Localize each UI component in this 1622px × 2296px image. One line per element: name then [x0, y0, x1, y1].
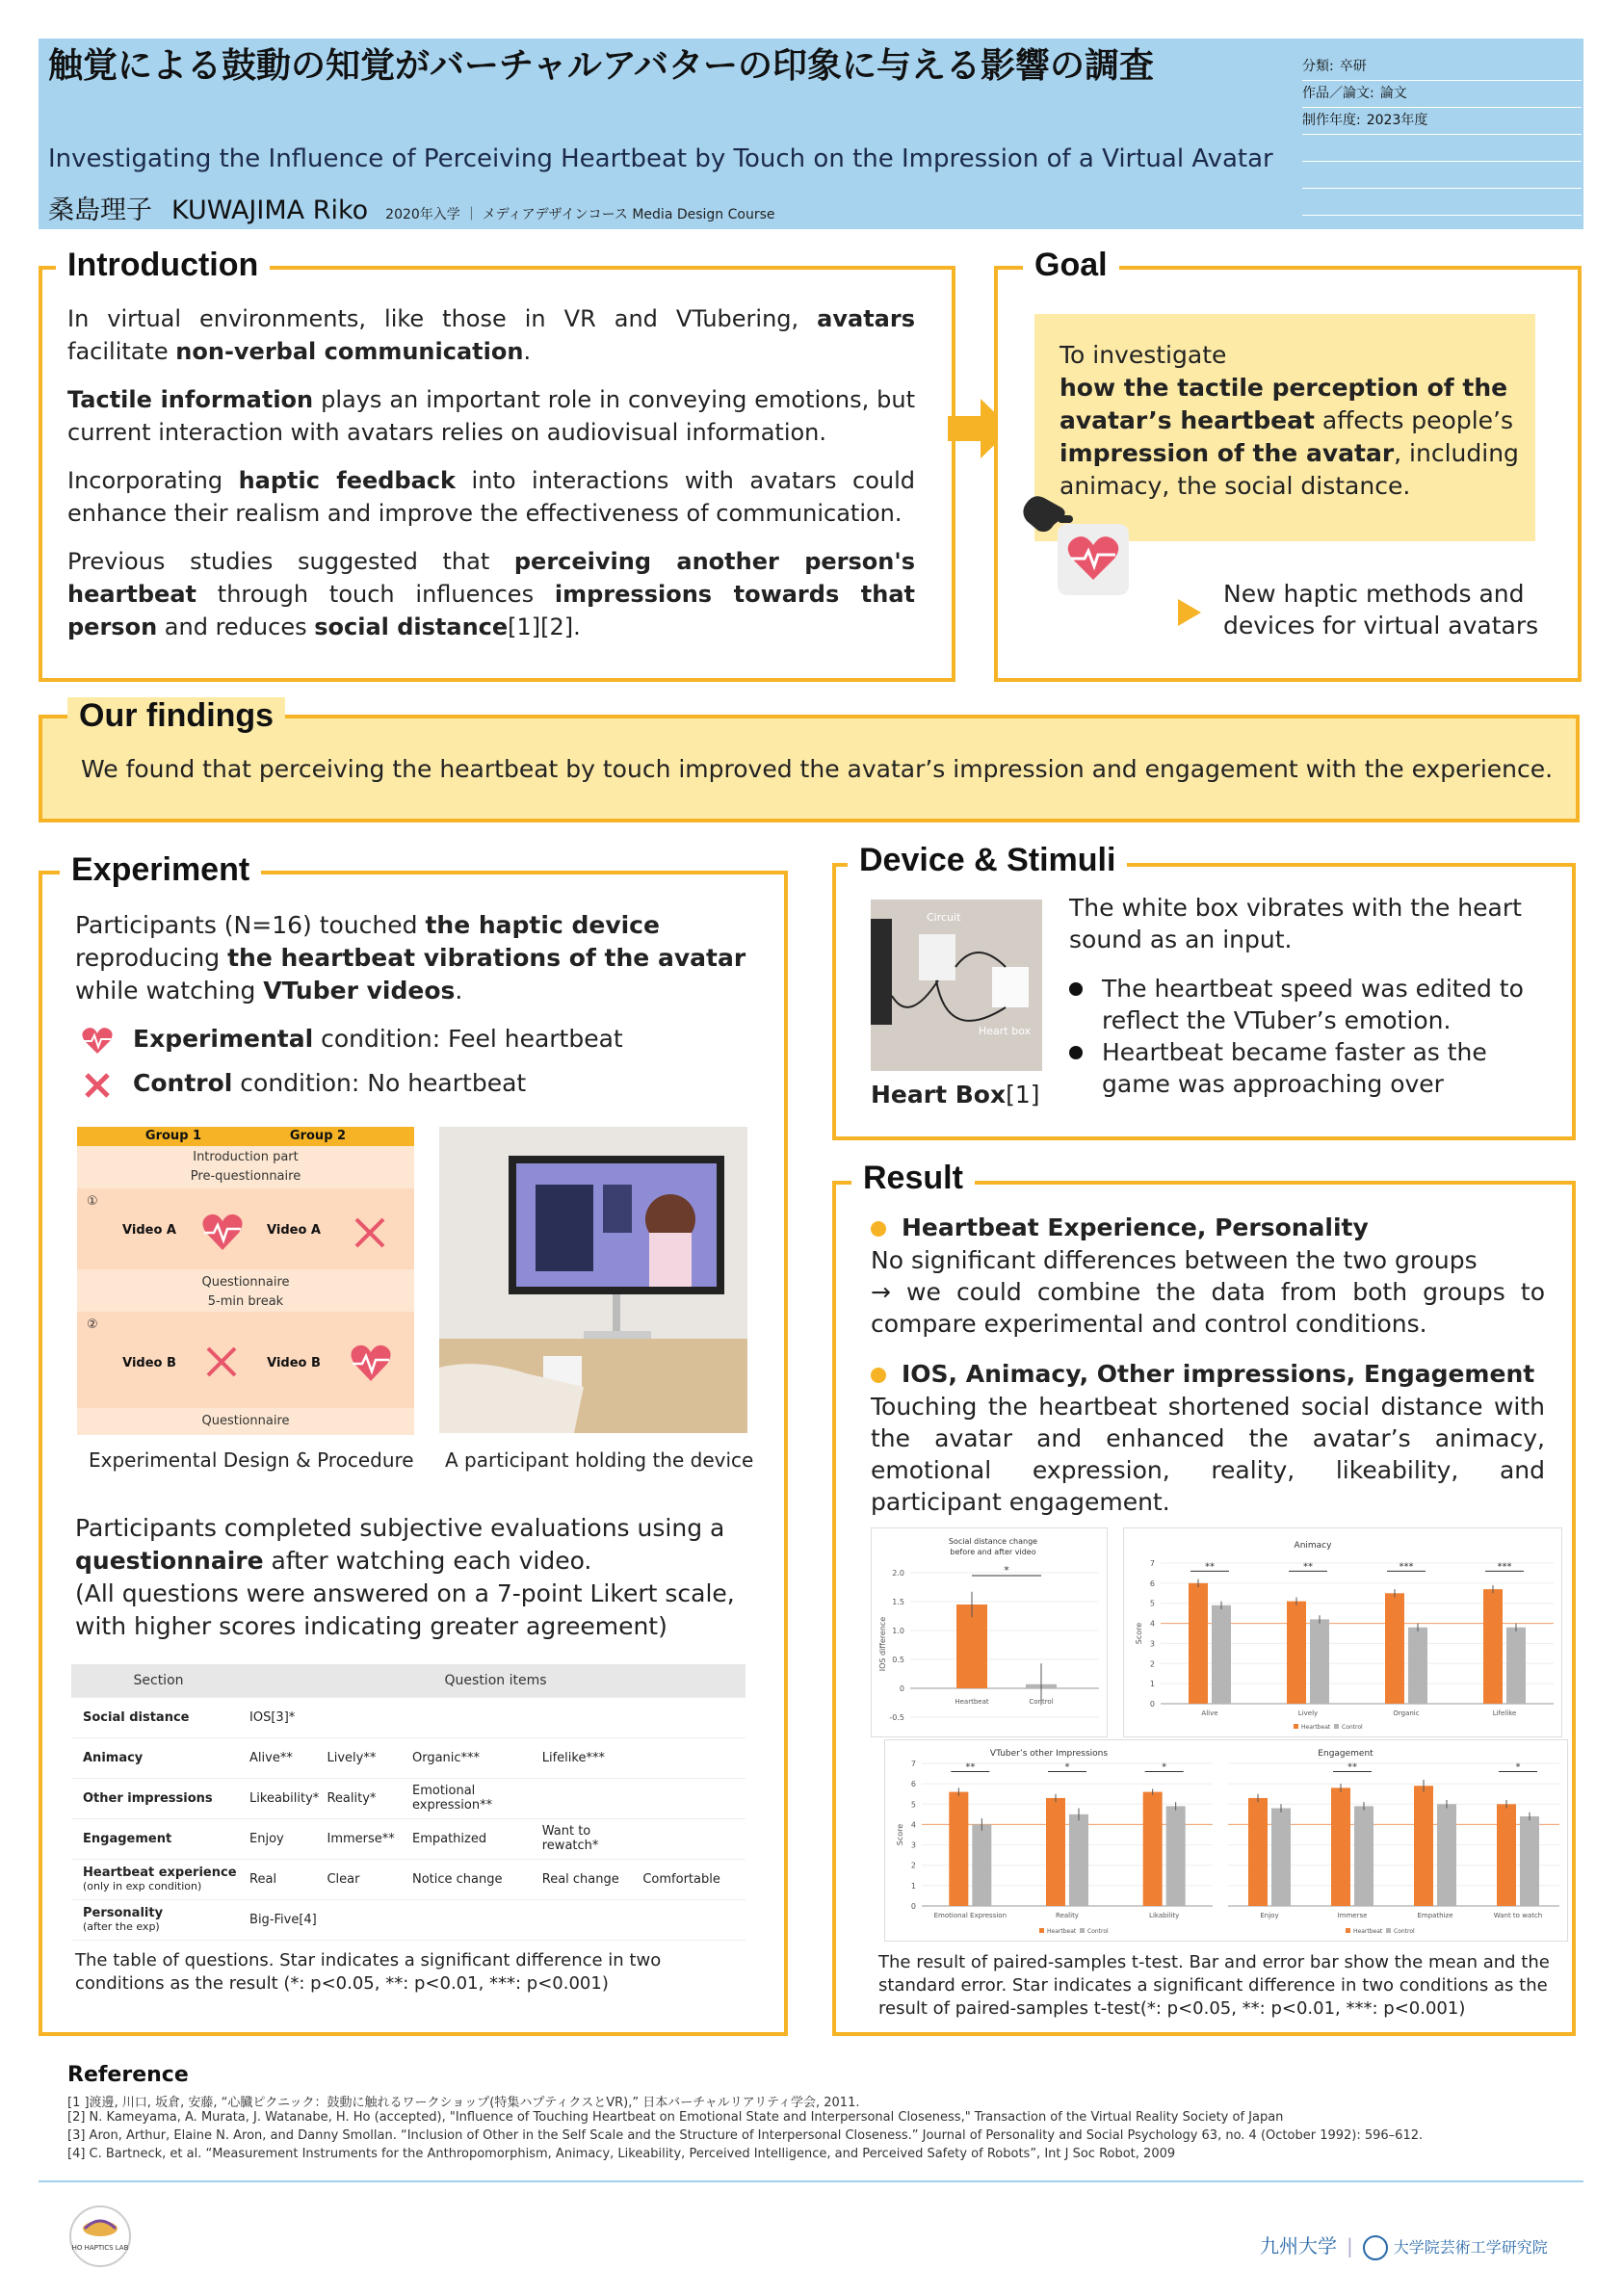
y-axis-label: IOS difference: [878, 1616, 887, 1672]
x-tick-label: Empathize: [1417, 1912, 1453, 1919]
y-tick-label: 0: [1149, 1700, 1155, 1709]
author-name-en: KUWAJIMA Riko: [171, 196, 369, 225]
table-row: [71, 1778, 746, 1818]
x-tick-label: Lively: [1297, 1709, 1319, 1717]
bar: [1520, 1816, 1539, 1906]
design-pre: Pre-questionnaire: [190, 1169, 301, 1184]
y-tick-label: 3: [1149, 1639, 1155, 1649]
device-bullet: The heartbeat speed was edited to reflect the VTuber’s emotion.: [1102, 973, 1545, 1036]
significance-star: *: [1162, 1761, 1167, 1773]
y-axis-label: Score: [1135, 1622, 1143, 1645]
table-item-cell: Empathized: [411, 1831, 487, 1846]
bar: [1143, 1792, 1163, 1906]
bar: [972, 1824, 991, 1906]
result-heading-2: IOS, Animacy, Other impressions, Engagement: [871, 1360, 1534, 1388]
caption-design: Experimental Design & Procedure: [89, 1448, 414, 1472]
table-row: [71, 1859, 746, 1899]
bar: [1408, 1628, 1427, 1704]
y-tick-label: 5: [910, 1800, 916, 1810]
questionnaire-text: Participants completed subjective evaluations using a questionnaire after watching each video. (All questions were answered on a 7-point Likert scale, with higher scores indicating greater agreement): [75, 1514, 735, 1640]
bar: [1497, 1804, 1516, 1906]
bar: [1166, 1806, 1186, 1906]
table-header-items: Question items: [246, 1664, 746, 1697]
table-item-cell: Real: [249, 1871, 277, 1887]
table-item-cell: Lively**: [327, 1750, 377, 1765]
table-item-cell: Enjoy: [249, 1831, 284, 1846]
y-tick-label: 1: [1149, 1680, 1155, 1689]
design-video-a2: Video A: [267, 1223, 321, 1238]
caption-photo: A participant holding the device: [445, 1448, 754, 1472]
condition-control: Control condition: No heartbeat: [133, 1069, 527, 1097]
design-group1: Group 1: [144, 1129, 202, 1143]
heartbeat-heart-icon: [1058, 524, 1129, 595]
lab-name: HO HAPTICS LAB: [71, 2244, 129, 2252]
bar: [1385, 1593, 1404, 1704]
reference-item: [4] C. Bartneck, et al. “Measurement Instruments for the Anthropomorphism, Animacy, Likeability, Perceived Intelligence, and Perceived Safety of Robots”, Int J Soc Robot, 2009: [67, 2147, 1176, 2161]
table-item-cell: [639, 1818, 746, 1859]
condition-experimental: Experimental condition: Feel heartbeat: [133, 1025, 623, 1053]
y-tick-label: 0.5: [892, 1656, 904, 1664]
table-row: [71, 1737, 746, 1778]
table-header-section: Section: [71, 1664, 246, 1697]
significance-star: **: [1205, 1561, 1215, 1573]
heart-device-card: [1058, 524, 1129, 595]
result-text-1: No significant differences between the two groups → we could combine the data from both groups to compare experimental and control conditions.: [871, 1246, 1545, 1338]
significance-star: **: [1347, 1761, 1357, 1773]
meta-row: 分類: 卒研: [1302, 54, 1582, 81]
table-item-cell: [538, 1778, 640, 1818]
photo-label-circuit: Circuit: [927, 911, 961, 924]
y-tick-label: 7: [910, 1760, 916, 1768]
y-tick-label: 3: [910, 1840, 916, 1850]
bar: [1212, 1605, 1231, 1704]
table-item-cell: Likeability*: [249, 1790, 320, 1806]
cross-icon: [204, 1344, 239, 1379]
bar: [1354, 1806, 1373, 1906]
chart-title: Social distance change: [948, 1537, 1038, 1546]
table-item-cell: Lifelike***: [541, 1750, 605, 1765]
x-tick-label: Likability: [1149, 1912, 1180, 1919]
table-item-cell: Alive**: [249, 1750, 293, 1765]
design-step2: ②: [87, 1318, 98, 1332]
bar: [1271, 1809, 1291, 1906]
design-group2: Group 2: [289, 1129, 347, 1143]
title-english: Investigating the Influence of Perceiving Heartbeat by Touch on the Impression of a Virtual Avatar: [48, 144, 1273, 173]
chart-title: VTuber’s other Impressions: [989, 1749, 1109, 1759]
introduction-body: [67, 302, 915, 659]
lab-logo-mark: [71, 2207, 129, 2265]
footer-divider: [39, 2180, 1583, 2182]
lab-logo: [69, 2205, 131, 2267]
reference-title: Reference: [67, 2063, 189, 2087]
reference-item: [1 ]渡邊, 川口, 坂倉, 安藤, “心臓ピクニック：鼓動に触れるワークショップ(特集ハプティクスとVR),” 日本バーチャルリアリティ学会, 2011.: [67, 2096, 860, 2110]
legend-swatch: [1294, 1724, 1298, 1729]
legend-swatch: [1386, 1928, 1391, 1933]
legend-label: Heartbeat: [1047, 1928, 1077, 1935]
table-section-cell: Personality (after the exp): [83, 1906, 164, 1933]
table-row: [71, 1697, 746, 1737]
author-name-ja: 桑島理子: [48, 196, 152, 225]
significance-star: **: [1303, 1561, 1313, 1573]
ios-chart-box: [871, 1527, 1108, 1737]
design-step1: ①: [87, 1194, 98, 1209]
meta-row-empty: [1302, 162, 1582, 189]
bar: [1437, 1804, 1456, 1906]
y-tick-label: 6: [910, 1780, 916, 1789]
table-section-cell: Animacy: [83, 1750, 144, 1765]
meta-row-empty: [1302, 189, 1582, 216]
significance-star: **: [965, 1761, 976, 1773]
goal-title: Goal: [1023, 247, 1119, 284]
question-table: [71, 1664, 746, 1938]
table-item-cell: [639, 1778, 746, 1818]
table-item-cell: [408, 1697, 538, 1737]
legend-label: Heartbeat: [1353, 1928, 1383, 1935]
animacy-chart-box: [1123, 1527, 1562, 1737]
table-section-cell: Engagement: [83, 1831, 172, 1846]
table-item-cell: [639, 1737, 746, 1778]
findings-title: Our findings: [67, 697, 285, 735]
x-tick-label: Lifelike: [1492, 1709, 1517, 1717]
bar: [1331, 1787, 1350, 1906]
triangle-bullet-icon: [1178, 599, 1201, 626]
meta-row: 制作年度: 2023年度: [1302, 108, 1582, 135]
y-tick-label: 6: [1149, 1578, 1155, 1588]
significance-star: ***: [1399, 1561, 1414, 1573]
bar: [949, 1792, 968, 1906]
bar: [1310, 1619, 1329, 1704]
bar: [1414, 1786, 1433, 1906]
y-tick-label: 0: [899, 1684, 904, 1693]
y-tick-label: 2: [1149, 1659, 1155, 1669]
x-tick-label: Immerse: [1337, 1912, 1368, 1919]
reference-item: [2] N. Kameyama, A. Murata, J. Watanabe, H. Ho (accepted), "Influence of Touching Heartbeat on Emotional State and Interpersonal Closeness," Transaction of the Virtual Reality Society of Japan: [67, 2110, 1284, 2125]
y-tick-label: 2.0: [892, 1569, 904, 1578]
table-item-cell: IOS[3]*: [249, 1709, 296, 1725]
heartbeat-heart-icon: [81, 1027, 114, 1056]
y-tick-label: 1: [910, 1881, 916, 1891]
device-text: The white box vibrates with the heart sound as an input.: [1069, 894, 1522, 953]
table-item-cell: [538, 1697, 640, 1737]
table-item-cell: Want to rewatch*: [541, 1824, 599, 1853]
significance-star: *: [1515, 1761, 1521, 1773]
table-item-cell: Notice change: [411, 1871, 503, 1887]
table-section-cell: Social distance: [83, 1709, 190, 1725]
heart-box-caption: Heart Box[1]: [871, 1081, 1040, 1109]
y-tick-label: 1.0: [892, 1627, 904, 1635]
y-tick-label: 1.5: [892, 1598, 904, 1606]
chart-title: before and after video: [950, 1548, 1036, 1556]
x-tick-label: Control: [1029, 1698, 1054, 1706]
bar: [1046, 1798, 1065, 1906]
y-tick-label: 4: [1149, 1619, 1155, 1629]
table-item-cell: [639, 1697, 746, 1737]
author-line: [48, 189, 775, 226]
table-row: [71, 1818, 746, 1859]
intro-paragraph: In virtual environments, like those in VR and VTubering, avatars facilitate non-verbal communication.: [67, 305, 915, 365]
bar: [1248, 1798, 1268, 1906]
table-section-cell: Other impressions: [83, 1790, 213, 1806]
table-item-cell: Real change: [541, 1871, 619, 1887]
device-bullet: Heartbeat became faster as the game was approaching over: [1102, 1036, 1545, 1100]
introduction-title: Introduction: [56, 247, 270, 284]
table-caption: The table of questions. Star indicates a significant difference in two conditions as the result (*: p<0.05, **: p<0.01, ***: p<0.001): [75, 1950, 662, 1994]
impressions-chart-box: [884, 1739, 1568, 1942]
bar: [1189, 1583, 1208, 1704]
bar: [1483, 1589, 1503, 1704]
table-item-cell: [639, 1899, 746, 1940]
x-tick-label: Reality: [1056, 1912, 1079, 1919]
significance-star: *: [1004, 1564, 1009, 1577]
legend-swatch: [1039, 1928, 1044, 1933]
meta-box: [1302, 54, 1582, 216]
design-video-b2: Video B: [267, 1356, 321, 1370]
bar: [1506, 1628, 1526, 1704]
table-item-cell: Reality*: [327, 1790, 377, 1806]
goal-outcome: New haptic methods and devices for virtual avatars: [1223, 580, 1539, 639]
x-tick-label: Organic: [1393, 1709, 1420, 1717]
x-tick-label: Alive: [1201, 1709, 1218, 1717]
y-tick-label: 0: [910, 1902, 916, 1911]
significance-star: *: [1064, 1761, 1070, 1773]
heart-box-photo: [871, 900, 1042, 1071]
photo-label-heartbox: Heart box: [979, 1025, 1031, 1037]
title-japanese: 触覚による鼓動の知覚がバーチャルアバターの印象に与える影響の調査: [48, 46, 1155, 86]
university-logo-icon: [1363, 2235, 1388, 2260]
design-questionnaire2: Questionnaire: [201, 1414, 290, 1428]
x-tick-label: Want to watch: [1493, 1912, 1543, 1919]
y-axis-label: Score: [896, 1823, 904, 1846]
meta-row: 作品／論文: 論文: [1302, 81, 1582, 108]
experimental-design-table: [77, 1127, 414, 1435]
heart-box-illustration: [871, 900, 1042, 1071]
table-item-cell: [408, 1899, 538, 1940]
university-name: 九州大学 | 大学院芸術工学研究院: [1260, 2231, 1548, 2260]
impressions-engagement-chart: [885, 1740, 1569, 1943]
table-item-cell: [323, 1697, 408, 1737]
meta-row-empty: [1302, 135, 1582, 162]
table-item-cell: Big-Five[4]: [249, 1912, 317, 1927]
design-intro: Introduction part: [193, 1150, 299, 1164]
legend-label: Control: [1394, 1928, 1415, 1935]
y-tick-label: 4: [910, 1820, 916, 1830]
significance-star: ***: [1497, 1561, 1512, 1573]
cross-icon: [83, 1071, 112, 1100]
result-text-2: Touching the heartbeat shortened social distance with the avatar and enhanced the avatar’s animacy, emotional expression, reality, likeability, and participant engagement.: [871, 1393, 1545, 1516]
table-item-cell: Emotional expression**: [411, 1784, 493, 1813]
y-tick-label: -0.5: [889, 1713, 904, 1722]
table-item-cell: Immerse**: [327, 1831, 395, 1846]
intro-paragraph: Incorporating haptic feedback into interactions with avatars could enhance their realism and improve the effectiveness of communication.: [67, 467, 915, 527]
heartbeat-heart-icon: [200, 1212, 245, 1252]
legend-swatch: [1080, 1928, 1085, 1933]
result-caption: The result of paired-samples t-test. Bar and error bar show the mean and the standard error. Star indicates a significant difference in two conditions as the result of paired-samples t-test(*: p<0.05, **: p<0.01, ***: p<0.001): [878, 1952, 1550, 2019]
table-item-cell: Organic***: [411, 1750, 481, 1765]
device-title: Device & Stimuli: [848, 842, 1127, 879]
experiment-title: Experiment: [60, 851, 261, 889]
chart-title: Engagement: [1318, 1749, 1373, 1759]
animacy-chart: [1124, 1528, 1563, 1738]
table-section-cell: Heartbeat experience (only in exp condition): [83, 1866, 237, 1892]
x-tick-label: Enjoy: [1260, 1912, 1279, 1919]
design-break: 5-min break: [207, 1294, 284, 1309]
table-row: [71, 1899, 746, 1940]
cross-icon: [353, 1215, 387, 1250]
chart-title: Animacy: [1294, 1541, 1332, 1551]
design-video-b1: Video B: [122, 1356, 176, 1370]
result-title: Result: [851, 1160, 975, 1197]
table-item-cell: [538, 1899, 640, 1940]
participant-photo: [439, 1127, 747, 1433]
ios-chart: [872, 1528, 1109, 1738]
experiment-intro: Participants (N=16) touched the haptic device reproducing the heartbeat vibrations of the avatar while watching VTuber videos.: [75, 911, 746, 1004]
table-item-cell: Clear: [327, 1871, 360, 1887]
heartbeat-heart-icon: [349, 1343, 393, 1383]
legend-label: Control: [1087, 1928, 1109, 1935]
reference-item: [3] Aron, Arthur, Elaine N. Aron, and Danny Smollan. “Inclusion of Other in the Self Scale and the Structure of Interpersonal Closeness.” Journal of Personality and Social Psychology 63, no. 4 (October 1992): 596–612.: [67, 2128, 1424, 2143]
participant-photo-illustration: [439, 1127, 747, 1433]
design-questionnaire1: Questionnaire: [201, 1275, 290, 1290]
table-item-cell: [323, 1899, 408, 1940]
design-video-a1: Video A: [122, 1223, 176, 1238]
author-meta: 2020年入学 ｜ メディアデザインコース Media Design Course: [385, 207, 775, 222]
table-item-cell: Comfortable: [642, 1871, 720, 1887]
result-heading-1: Heartbeat Experience, Personality: [871, 1213, 1369, 1241]
legend-swatch: [1334, 1724, 1339, 1729]
bar: [1287, 1602, 1306, 1704]
bar: [1069, 1814, 1088, 1906]
legend-swatch: [1346, 1928, 1350, 1933]
y-tick-label: 2: [910, 1861, 916, 1870]
intro-paragraph: Previous studies suggested that perceiving another person's heartbeat through touch influences impressions towards that person and reduces social distance[1][2].: [67, 548, 915, 640]
y-tick-label: 7: [1149, 1559, 1155, 1568]
x-tick-label: Emotional Expression: [933, 1912, 1007, 1919]
findings-text: We found that perceiving the heartbeat by touch improved the avatar’s impression and engagement with the experience.: [81, 755, 1554, 783]
y-tick-label: 5: [1149, 1599, 1155, 1608]
x-tick-label: Heartbeat: [955, 1698, 989, 1706]
goal-text: To investigate how the tactile perception of the avatar’s heartbeat affects people’s impression of the avatar, including animacy, the social distance.: [1060, 341, 1519, 500]
intro-paragraph: Tactile information plays an important role in conveying emotions, but current interaction with avatars relies on audiovisual information.: [67, 386, 916, 446]
legend-label: Heartbeat: [1301, 1724, 1331, 1731]
legend-label: Control: [1342, 1724, 1363, 1731]
